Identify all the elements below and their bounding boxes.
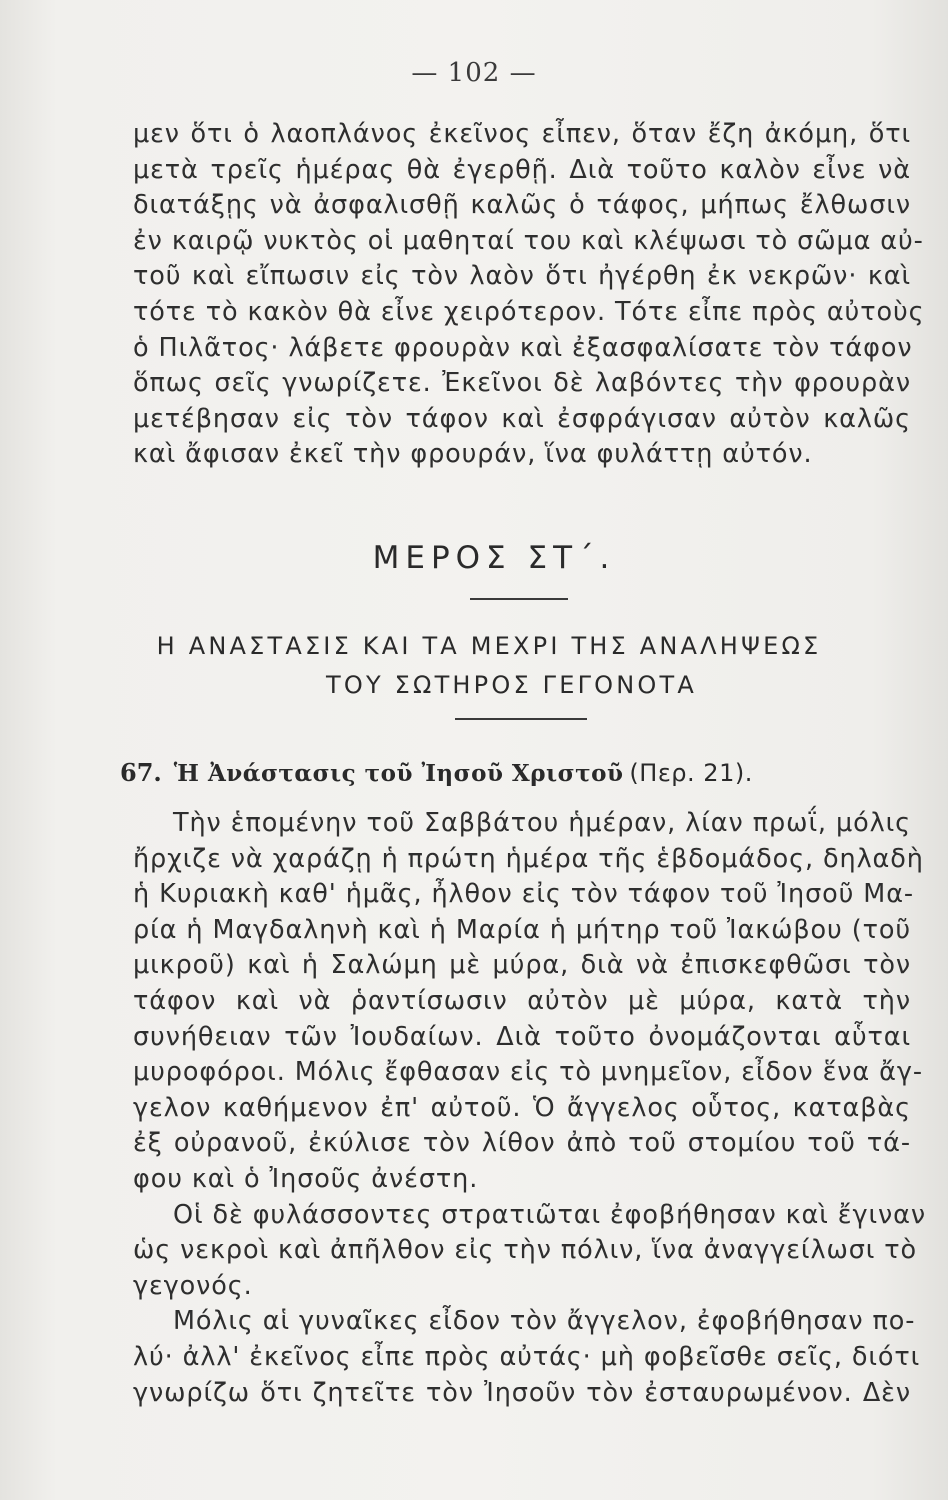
divider-rule [455, 718, 587, 720]
text-line: μετέβησαν εἰς τὸν τάφον καὶ ἐσφράγισαν αὐτὸν καλῶς [133, 403, 911, 434]
text-line: Οἱ δὲ φυλάσσοντες στρατιῶται ἐφοβήθησαν καὶ ἔγιναν [173, 1199, 926, 1230]
section-heading [120, 758, 914, 787]
text-line: τοῦ καὶ εἴπωσιν εἰς τὸν λαὸν ὅτι ἠγέρθη ἐκ νεκρῶν· καὶ [133, 261, 911, 292]
text-line: ἐν καιρῷ νυκτὸς οἱ μαθηταί του καὶ κλέψωσι τὸ σῶμα αὐ- [133, 225, 924, 256]
text-line: ρία ἡ Μαγδαληνὴ καὶ ἡ Μαρία ἡ μήτηρ τοῦ Ἰακώβου (τοῦ [133, 914, 911, 945]
text-line: τότε τὸ κακὸν θὰ εἶνε χειρότερον. Τότε εἶπε πρὸς αὐτοὺς [133, 296, 925, 327]
text-line: συνήθειαν τῶν Ἰουδαίων. Διὰ τοῦτο ὀνομάζονται αὗται [133, 1021, 911, 1052]
text-line: τάφον καὶ νὰ ῥαντίσωσιν αὐτὸν μὲ μύρα, κατὰ τὴν [133, 985, 911, 1016]
text-line: διατάξῃς νὰ ἀσφαλισθῇ καλῶς ὁ τάφος, μήπως ἔλθωσιν [133, 190, 911, 221]
part-subtitle-line-1: Η ΑΝΑΣΤΑΣΙΣ ΚΑΙ ΤΑ ΜΕΧΡΙ ΤΗΣ ΑΝΑΛΗΨΕΩΣ [156, 632, 822, 660]
text-line: ὁ Πιλᾶτος· λάβετε φρουρὰν καὶ ἐξασφαλίσατε τὸν τάφον [133, 332, 913, 363]
page-number: — 102 — [411, 58, 537, 88]
text-line: γνωρίζω ὅτι ζητεῖτε τὸν Ἰησοῦν τὸν ἐσταυρωμένον. Δὲν [133, 1377, 911, 1408]
text-line: μετὰ τρεῖς ἡμέρας θὰ ἐγερθῇ. Διὰ τοῦτο καλὸν εἶνε νὰ [133, 154, 911, 185]
text-line: ἐξ οὐρανοῦ, ἐκύλισε τὸν λίθον ἀπὸ τοῦ στομίου τοῦ τά- [133, 1128, 911, 1159]
text-line: Τὴν ἑπομένην τοῦ Σαββάτου ἡμέραν, λίαν πρωΐ, μόλις [173, 808, 911, 838]
text-line: γελον καθήμενον ἐπ' αὐτοῦ. Ὁ ἄγγελος οὗτος, καταβὰς [133, 1092, 911, 1123]
section-title: Ἡ Ἀνάστασις τοῦ Ἰησοῦ Χριστοῦ [173, 760, 624, 787]
continued-paragraph [133, 117, 925, 473]
section-number: 67. [120, 758, 162, 787]
divider-rule [470, 598, 568, 600]
text-line: μεν ὅτι ὁ λαοπλάνος ἐκεῖνος εἶπεν, ὅταν ἔζη ἀκόμη, ὅτι [133, 119, 911, 149]
section-reference: (Περ. 21). [629, 759, 753, 787]
text-line: μυροφόροι. Μόλις ἔφθασαν εἰς τὸ μνημεῖον, εἶδον ἕνα ἄγ- [133, 1057, 923, 1088]
text-line: γεγονός. [133, 1270, 253, 1301]
text-line: Μόλις αἱ γυναῖκες εἶδον τὸν ἄγγελον, ἐφοβήθησαν πο- [173, 1306, 916, 1337]
text-line: καὶ ἄφισαν ἐκεῖ τὴν φρουράν, ἵνα φυλάττῃ αὐτόν. [133, 439, 813, 470]
text-line: ὡς νεκροὶ καὶ ἀπῆλθον εἰς τὴν πόλιν, ἵνα ἀναγγείλωσι τὸ [133, 1235, 918, 1266]
text-line: ἡ Κυριακὴ καθ' ἡμᾶς, ἦλθον εἰς τὸν τάφον τοῦ Ἰησοῦ Μα- [133, 879, 915, 910]
part-subtitle-line-2: ΤΟΥ ΣΩΤΗΡΟΣ ΓΕΓΟΝΟΤΑ [326, 671, 697, 699]
part-title: ΜΕΡΟΣ ΣΤ΄. [372, 540, 616, 576]
text-line: ἤρχιζε νὰ χαράζῃ ἡ πρώτη ἡμέρα τῆς ἑβδομάδος, δηλαδὴ [133, 843, 924, 874]
text-line: λύ· ἀλλ' ἐκεῖνος εἶπε πρὸς αὐτάς· μὴ φοβεῖσθε σεῖς, διότι [133, 1341, 921, 1372]
text-line: μικροῦ) καὶ ἡ Σαλώμη μὲ μύρα, διὰ νὰ ἐπισκεφθῶσι τὸν [133, 950, 911, 981]
section-body [133, 806, 926, 1411]
text-line: ὅπως σεῖς γνωρίζετε. Ἐκεῖνοι δὲ λαβόντες τὴν φρουρὰν [133, 368, 911, 399]
text-line: φου καὶ ὁ Ἰησοῦς ἀνέστη. [133, 1163, 479, 1194]
